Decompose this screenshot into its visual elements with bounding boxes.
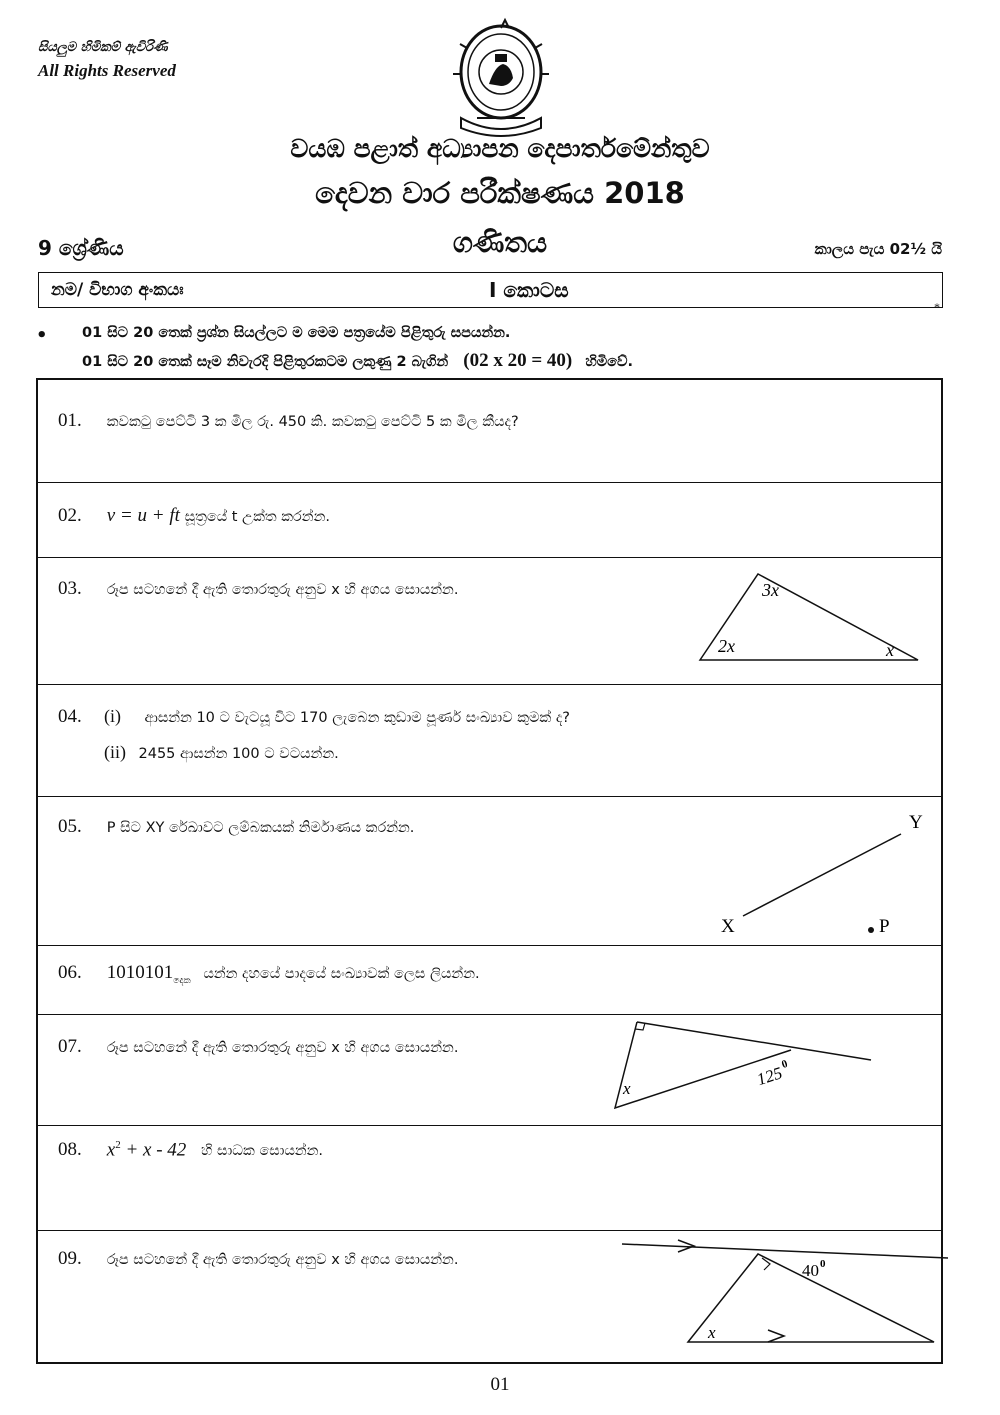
question-text: හි සාධක සොයන්න. [201,1143,324,1160]
degree-symbol: 0 [820,1258,826,1270]
time-allowed: කාලය පැය 02½ යි [814,240,942,258]
rights-notice [38,40,176,81]
rights-english: All Rights Reserved [38,61,176,80]
expression-x: x [106,1139,116,1161]
question-number: 07. [58,1036,82,1057]
triangle-figure [690,568,930,668]
question-text: P සිට XY රේඛාවට ලම්බකයක් නිර්මාණය කරන්න. [106,820,415,836]
number-base: දෙක [173,975,191,986]
question-text: 2455 ආසන්න 100 ට වටයන්න. [138,746,339,762]
part-label: (i) [104,706,121,726]
angle-label-left: 2x [718,636,735,656]
question-number: 03. [58,578,82,599]
bullet: • [36,325,48,346]
rights-sinhala: සියලුම හිමිකම් ඇවිරිණි [38,40,168,55]
question-4-part-i [104,706,570,727]
angle-label-top: 3x [762,580,779,600]
question-9 [58,1248,458,1270]
separator [36,557,943,558]
part-label: (ii) [104,742,126,762]
angle-value: 125 [754,1063,785,1090]
point-label-y: Y [909,812,923,833]
angle-label-x: x [623,1079,631,1098]
binary-number: 1010101 [106,962,174,983]
question-number: 01. [58,410,82,431]
right-triangle-figure [605,1016,880,1114]
expression-rest: + x - 42 [120,1139,187,1161]
question-text: සූත්‍රයේ t උක්ත කරන්න. [184,509,330,525]
grade-label: 9 ශ්‍රේණිය [38,236,124,260]
question-number: 04. [58,706,82,727]
question-2 [58,505,330,527]
question-number: 06. [58,962,82,983]
separator [36,1125,943,1126]
question-text: යන්න දහයේ පාදයේ සංඛ්‍යාවක් ලෙස ලියන්න. [203,966,480,982]
question-4 [58,706,102,728]
question-3 [58,578,458,600]
separator [36,945,943,946]
exam-title: දෙවන වාර පරීක්ෂණය 2018 [315,176,685,210]
formula: v = u + ft [106,505,180,526]
part-label: I කොටස [489,278,569,302]
angle-value: 40 [802,1261,819,1280]
separator [36,1014,943,1015]
question-1 [58,410,519,432]
degree-symbol: 0 [780,1057,790,1072]
parallel-lines-figure [618,1236,948,1350]
subject-title: ගණිතය [452,226,548,259]
instruction-line-2-end: හිමිවේ. [585,354,633,370]
department-title: වයඹ පළාත් අධ්‍යාපන දෙපාර්තමේන්තුව [290,134,710,163]
line-xy-figure [715,806,940,940]
separator [36,1230,943,1231]
marks-formula: (02 x 20 = 40) [463,350,573,371]
separator [36,684,943,685]
point-label-x: X [721,916,735,937]
question-number: 09. [58,1248,82,1269]
question-6 [58,962,480,986]
instruction-line-2 [82,350,633,372]
name-index-box [38,272,943,314]
question-5 [58,816,414,838]
question-8 [58,1139,323,1161]
question-text: රූප සටහනේ දී ඇති තොරතුරු අනුව x හි අගය සොයන්න. [106,582,459,598]
exponent: 2 [115,1139,121,1151]
question-number: 05. [58,816,82,837]
question-text: රූප සටහනේ දී ඇති තොරතුරු අනුව x හි අගය සොයන්න. [106,1252,459,1268]
question-4-part-ii [104,742,339,763]
question-text: රූප සටහනේ දී ඇති තොරතුරු අනුව x හි අගය සොයන්න. [106,1040,459,1056]
question-number: 02. [58,505,82,526]
instruction-line-1: 01 සිට 20 තෙක් ප්‍රශ්න සියල්ලට ම මෙම පත්‍රයේම පිළිතුරු සපයන්න. [82,325,511,341]
question-text: කවකටු පෙට්ටි 3 ක මිල රු. 450 කි. කවකටු පෙට්ටි 5 ක මිල කීයද? [106,414,519,430]
question-text: ආසන්න 10 ට වැටයූ විට 170 ලැබෙන කුඩාම පූර්ණ සංඛ්‍යාව කුමක් ද? [144,710,570,726]
page-number: 01 [490,1374,510,1395]
instruction-line-2-text: 01 සිට 20 තෙක් සෑම නිවැරදි පිළිතුරකටම ලකුණු 2 බැගින් [82,354,449,370]
separator [36,482,943,483]
separator [36,796,943,797]
star-mark: * [934,300,940,314]
question-number: 08. [58,1139,82,1161]
name-index-label: නම/ විභාග අංකයඃ [51,280,184,300]
point-label-p: P [879,916,890,937]
angle-label-x: x [708,1323,716,1342]
question-7 [58,1036,458,1058]
point-p [868,927,874,933]
emblem-logo [447,14,555,138]
angle-label-right: x [886,640,894,660]
